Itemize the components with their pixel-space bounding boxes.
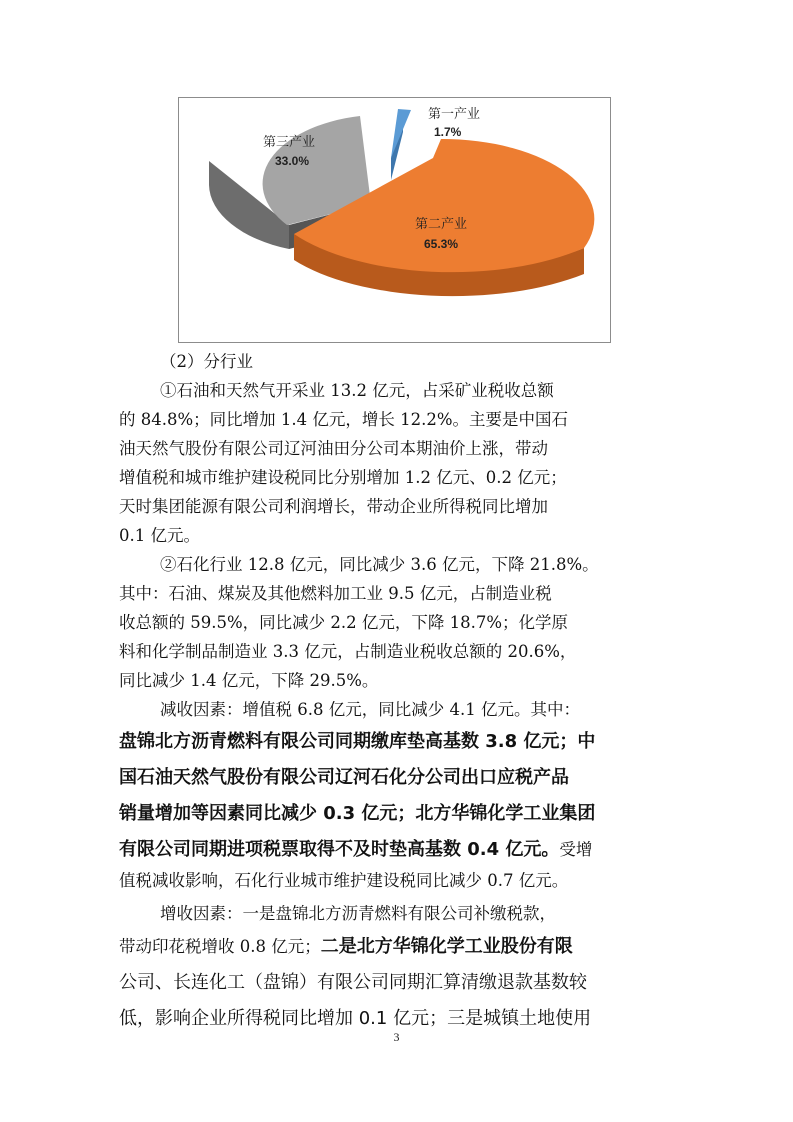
mixed-line: [119, 832, 675, 868]
para-line: 收总额的 59.5%，同比减少 2.2 亿元，下降 18.7%；化学原: [119, 613, 569, 632]
para-line: 低，影响企业所得税同比增加 0.1 亿元；三是城镇土地使用: [119, 1008, 592, 1029]
para-line: 同比减少 1.4 亿元，下降 29.5%。: [119, 671, 379, 690]
label-third-value: 33.0%: [275, 154, 310, 168]
mixed-line: [119, 929, 675, 965]
industry-pie-chart: [178, 97, 611, 343]
para-line: 0.1 亿元。: [119, 526, 200, 545]
bold-segment: 二是北方华锦化学工业股份有限: [320, 936, 573, 957]
para-line: 天时集团能源有限公司利润增长，带动企业所得税同比增加: [119, 497, 548, 516]
normal-segment: 带动印花税增收 0.8 亿元；: [119, 937, 321, 956]
para-line: 值税减收影响，石化行业城市维护建设税同比减少 0.7 亿元。: [119, 871, 569, 890]
label-second-name: 第二产业: [415, 217, 468, 232]
para-line: 料和化学制品制造业 3.3 亿元，占制造业税收总额的 20.6%，: [119, 642, 577, 661]
para-line: ②石化行业 12.8 亿元，同比减少 3.6 亿元，下降 21.8%。: [160, 555, 599, 574]
bold-line: 国石油天然气股份有限公司辽河石化分公司出口应税产品: [119, 767, 569, 788]
pie-chart-svg: [179, 98, 612, 344]
page-number: 3: [393, 1030, 400, 1044]
section-heading: （2）分行业: [160, 352, 253, 371]
para-line: 公司、长连化工（盘锦）有限公司同期汇算清缴退款基数较: [119, 972, 587, 993]
bold-line: 销量增加等因素同比减少 0.3 亿元；北方华锦化学工业集团: [119, 803, 596, 824]
bold-segment: 有限公司同期进项税票取得不及时垫高基数 0.4 亿元。: [119, 839, 560, 860]
para-line: 减收因素：增值税 6.8 亿元，同比减少 4.1 亿元。其中：: [160, 700, 580, 719]
para-line: 油天然气股份有限公司辽河油田分公司本期油价上涨，带动: [119, 439, 548, 458]
label-second-value: 65.3%: [424, 237, 459, 251]
label-first-name: 第一产业: [428, 107, 481, 122]
para-line: ①石油和天然气开采业 13.2 亿元，占采矿业税收总额: [160, 381, 554, 400]
para-line: 的 84.8%；同比增加 1.4 亿元，增长 12.2%。主要是中国石: [119, 410, 569, 429]
para-line: 其中：石油、煤炭及其他燃料加工业 9.5 亿元，占制造业税: [119, 584, 552, 603]
label-first-value: 1.7%: [434, 125, 462, 139]
label-third-name: 第三产业: [263, 135, 316, 150]
para-line: 增值税和城市维护建设税同比分别增加 1.2 亿元、0.2 亿元；: [119, 468, 567, 487]
normal-segment: 受增: [559, 840, 593, 859]
para-line: 增收因素：一是盘锦北方沥青燃料有限公司补缴税款，: [160, 904, 556, 923]
bold-line: 盘锦北方沥青燃料有限公司同期缴库垫高基数 3.8 亿元；中: [119, 731, 596, 752]
pie-slice-first: [391, 109, 411, 158]
